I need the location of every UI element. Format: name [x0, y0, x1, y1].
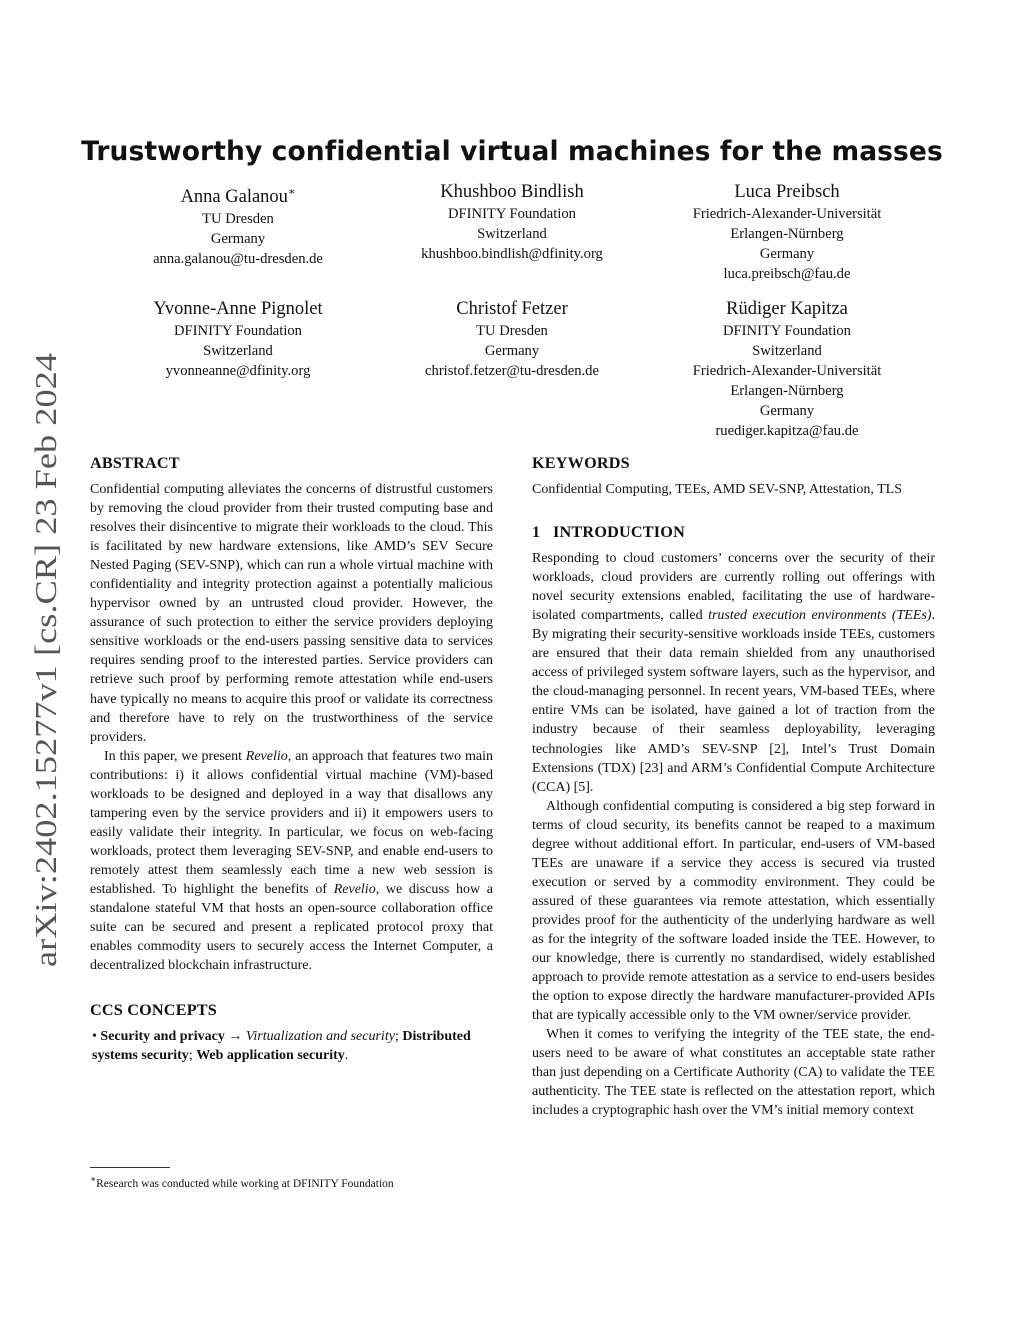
introduction-heading: 1 INTRODUCTION — [532, 523, 685, 542]
introduction-paragraph: When it comes to verifying the integrity of the TEE state, the end-users need to be aware of what constitutes an acceptable state rather than just depending on a Certificate Authority (CA) to validate the TEE authenticity. The TEE state is reflected on the attestation report, which includes a cryptographic hash over the VM’s initial memory context — [532, 1027, 935, 1119]
author-name: Luca Preibsch — [734, 182, 840, 202]
author-affiliation: TU Dresden — [202, 211, 274, 228]
author-block — [118, 181, 358, 269]
footnote-rule — [90, 1167, 170, 1168]
author-affiliation: DFINITY Foundation — [174, 323, 302, 339]
author-country: Switzerland — [203, 343, 273, 359]
author-affiliation: Erlangen-Nürnberg — [730, 226, 844, 242]
ccs-concepts: • Security and privacy → Virtualization and security; Distributed systems security; Web application security. — [92, 1029, 471, 1064]
author-block — [667, 181, 907, 284]
author-email: yvonneanne@dfinity.org — [165, 363, 311, 379]
author-country: Germany — [759, 246, 815, 262]
arxiv-identifier: arXiv:2402.15277v1 [cs.CR] 23 Feb 2024 — [28, 443, 63, 967]
author-country: Germany — [759, 403, 815, 419]
introduction-paragraph: Responding to cloud customers’ concerns over the security of their workloads, cloud providers are currently rolling out offerings with novel security extensions enabled, facilitating the use of hardware-isolated compartments, called trusted execution environments (TEEs). By migrating their security-sensitive workloads inside TEEs, customers are ensured that their data remain shielded from any unauthorised access of privileged system software layers, such as the hypervisor, and the cloud-managing personnel. In recent years, VM-based TEEs, where entire VMs can be isolated, have gained a lot of traction from the industry because of their seamless deployability, leveraging technologies like AMD’s SEV-SNP [2], Intel’s Trust Domain Extensions (TDX) [23] and ARM’s Confidential Compute Architecture (CCA) [5]. — [532, 551, 935, 795]
abstract-paragraph: In this paper, we present Revelio, an approach that features two main contributions: i) it allows confidential virtual machine (VM)-based workloads to be designed and deployed in a way that disallows any tampering even by the service providers and ii) it empowers users to easily validate their integrity. In particular, we focus on web-facing workloads, protect them leveraging SEV-SNP, and enable end-users to remotely attest them seamlessly each time a new web session is established. To highlight the benefits of Revelio, we discuss how a standalone stateful VM that hosts an open-source collaboration office suite can be secured and present a replicated protocol proxy that enables commodity users to securely access the Internet Computer, a decentralized blockchain infrastructure. — [90, 748, 493, 974]
author-name: Yvonne-Anne Pignolet — [153, 299, 323, 319]
author-affiliation: DFINITY Foundation — [723, 323, 851, 339]
author-email: christof.fetzer@tu-dresden.de — [425, 363, 599, 379]
abstract-heading: ABSTRACT — [90, 454, 180, 472]
author-affiliation: Erlangen-Nürnberg — [730, 383, 844, 399]
author-block — [667, 298, 907, 441]
arxiv-stamp — [27, 350, 63, 970]
author-block — [118, 298, 358, 381]
author-name: Anna Galanou∗ — [180, 186, 296, 208]
keywords-text: Confidential Computing, TEEs, AMD SEV-SNP, Attestation, TLS — [532, 482, 902, 497]
author-affiliation: DFINITY Foundation — [448, 206, 576, 222]
abstract-paragraph: Confidential computing alleviates the concerns of distrustful customers by removing the cloud provider from their trusted computing base and resolves their disincentive to migrate their workloads to the cloud. This is facilitated by new hardware extensions, like AMD’s SEV Secure Nested Paging (SEV-SNP), which can run a whole virtual machine with confidentiality and integrity protection against a potentially malicious hypervisor owned by an untrusted cloud provider. However, the assurance of such protection to either the service providers deploying sensitive workloads or the end-users passing sensitive data to services requires sending proof to the interested parties. Service providers can retrieve such proof by performing remote attestation while end-users have typically no means to acquire this proof or validate its correctness and therefore have to rely on the trustworthiness of the service providers. — [90, 482, 493, 745]
author-affiliation: TU Dresden — [476, 323, 548, 339]
keywords-heading: KEYWORDS — [532, 454, 630, 472]
author-email: anna.galanou@tu-dresden.de — [153, 251, 323, 268]
author-name: Khushboo Bindlish — [440, 182, 584, 202]
author-country: Germany — [484, 343, 540, 359]
author-country: Germany — [210, 231, 266, 248]
author-block — [392, 298, 632, 381]
ccs-heading: CCS CONCEPTS — [90, 1001, 217, 1020]
right-column — [532, 452, 935, 1120]
author-affiliation: Friedrich-Alexander-Universität — [692, 206, 882, 222]
footnote: ∗Research was conducted while working at DFINITY Foundation — [90, 1174, 394, 1190]
introduction-paragraph: Although confidential computing is considered a big step forward in terms of cloud security, its benefits cannot be reaped to a maximum degree without additional effort. In particular, end-users of VM-based TEEs are unaware if a service they access is secured via trusted execution or served by a commodity environment. They could be assured of these guarantees via remote attestation, which essentially provides proof for the authenticity of the underlying hardware as well as for the integrity of the software loaded inside the TEE. However, to our knowledge, there is currently no standardised, widely established approach to provide remote attestation as a service to end-users besides the option to expose directly the hardware manufacturer-provided APIs that are typically accessible only to the VM owner/service provider. — [532, 798, 935, 1024]
author-block — [392, 181, 632, 264]
left-column — [90, 452, 493, 1065]
arxiv-stamp-svg — [27, 350, 63, 970]
author-country: Switzerland — [477, 226, 547, 242]
author-name: Christof Fetzer — [456, 299, 568, 319]
author-email: ruediger.kapitza@fau.de — [715, 423, 859, 439]
author-affiliation: Friedrich-Alexander-Universität — [692, 363, 882, 379]
author-email: khushboo.bindlish@dfinity.org — [421, 246, 603, 262]
author-country: Switzerland — [752, 343, 822, 359]
paper-title: Trustworthy confidential virtual machines for the masses — [81, 136, 943, 167]
author-name: Rüdiger Kapitza — [726, 299, 848, 319]
author-email: luca.preibsch@fau.de — [723, 266, 851, 282]
